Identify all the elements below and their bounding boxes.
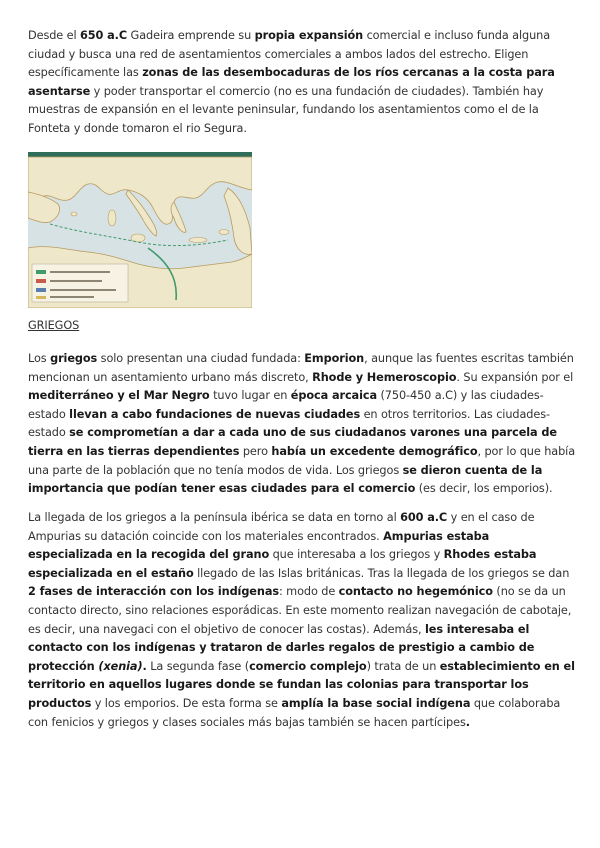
text-run: comercial e incluso funda alguna ciudad y busca una red de asentamientos comerciales a ambos lados del estrecho. Eligen específicamente las: [28, 29, 551, 80]
section-heading-griegos: GRIEGOS: [28, 319, 80, 332]
text-run: Desde el: [28, 29, 81, 42]
paragraph-phoenician-expansion: [28, 27, 576, 139]
map-image: [28, 152, 252, 308]
bold-run: [98, 660, 142, 673]
bold-italic-run: (xenia): [98, 659, 143, 673]
bold-run: Rhodes estaba especializada en el estaño: [28, 548, 537, 580]
paragraph-greeks-arrival: [28, 509, 576, 732]
paragraph-greeks-intro: [28, 350, 576, 499]
text-run: tuvo lugar en: [209, 389, 291, 403]
text-run: Los: [28, 352, 51, 365]
text-run: (es decir, los emporios).: [415, 482, 553, 496]
bold-run: comercio complejo: [249, 659, 367, 673]
mediterranean-map: [28, 152, 252, 308]
bold-run: .: [465, 715, 470, 729]
text-run: pero: [239, 444, 272, 458]
text-run: (no se da un contacto directo, sino relaciones esporádicas. En este momento realizan navegación de cabotaje, es decir, una navegaci con el objetivo de conocer las costas). Además,: [28, 585, 572, 636]
bold-run: Rhode y Hemeroscopio: [312, 370, 457, 384]
text-run: (750-450 a.C) y las ciudades-estado: [28, 389, 544, 421]
bold-run: les interesaba el contacto con los indígenas y trataron de darles regalos de prestigio a cambio de protección: [28, 622, 535, 673]
bold-run: contacto no hegemónico: [338, 585, 493, 599]
bold-run: época arcaica: [290, 389, 377, 403]
text-run: , aunque las fuentes escritas también mencionan un asentamiento urbano más discreto,: [28, 352, 574, 384]
bold-run: griegos: [50, 352, 98, 365]
bold-run: Ampurias estaba especializada en la recogida del grano: [28, 529, 490, 562]
bold-run: establecimiento en el territorio en aquellos lugares donde se fundan las colonias para transportar los productos: [28, 659, 575, 710]
bold-run: 2 fases de interacción con los indígenas: [28, 585, 279, 599]
bold-run: había un excedente demográfico: [271, 444, 478, 458]
bold-run: Emporion: [304, 352, 365, 365]
bold-run: amplía la base social indígena: [281, 696, 471, 710]
bold-run: llevan a cabo fundaciones de nuevas ciudades: [69, 407, 361, 421]
text-run: solo presentan una ciudad fundada:: [97, 352, 305, 365]
bold-run: 600 a.C: [400, 511, 448, 524]
text-run: : modo de: [278, 585, 339, 599]
text-run: que interesaba a los griegos y: [269, 548, 444, 562]
text-run: en otros territorios. Las ciudades-estado: [28, 407, 550, 440]
text-run: Gadeira emprende su: [127, 29, 255, 42]
text-run: La segunda fase (: [146, 659, 250, 673]
text-run: que colaboraba con fenicios y griegos y clases sociales más bajas también se hacen partícipes: [28, 696, 561, 729]
bold-run: zonas de las desembocaduras de los ríos cercanas a la costa para asentarse: [28, 66, 555, 98]
text-run: , por lo que había una parte de la población que no tenía modos de vida. Los griegos: [28, 444, 576, 477]
text-run: llegado de las Islas británicas. Tras la llegada de los griegos se dan: [193, 566, 570, 580]
text-run: . Su expansión por el: [456, 370, 574, 384]
bold-run: se comprometían a dar a cada uno de sus ciudadanos varones una parcela de tierra en las tierras dependientes: [28, 426, 557, 458]
bold-run: propia expansión: [254, 29, 364, 42]
text-run: y poder transportar el comercio (no es una fundación de ciudades). También hay muestras de expansión en el levante peninsular, fundando los asentamientos como el de la Fonteta y donde tomaron el rio Segura.: [28, 84, 544, 135]
text-run: y en el caso de Ampurias su datación coincide con los materiales encontrados.: [28, 511, 535, 543]
bold-run: mediterráneo y el Mar Negro: [28, 389, 210, 403]
bold-run: 650 a.C: [80, 29, 128, 42]
text-run: La llegada de los griegos a la península ibérica se data en torno al: [28, 511, 401, 524]
bold-run: .: [142, 659, 147, 673]
text-run: y los emporios. De esta forma se: [91, 696, 282, 710]
bold-run: se dieron cuenta de la importancia que podían tener esas ciudades para el comercio: [28, 463, 543, 496]
text-run: ) trata de un: [366, 659, 440, 673]
